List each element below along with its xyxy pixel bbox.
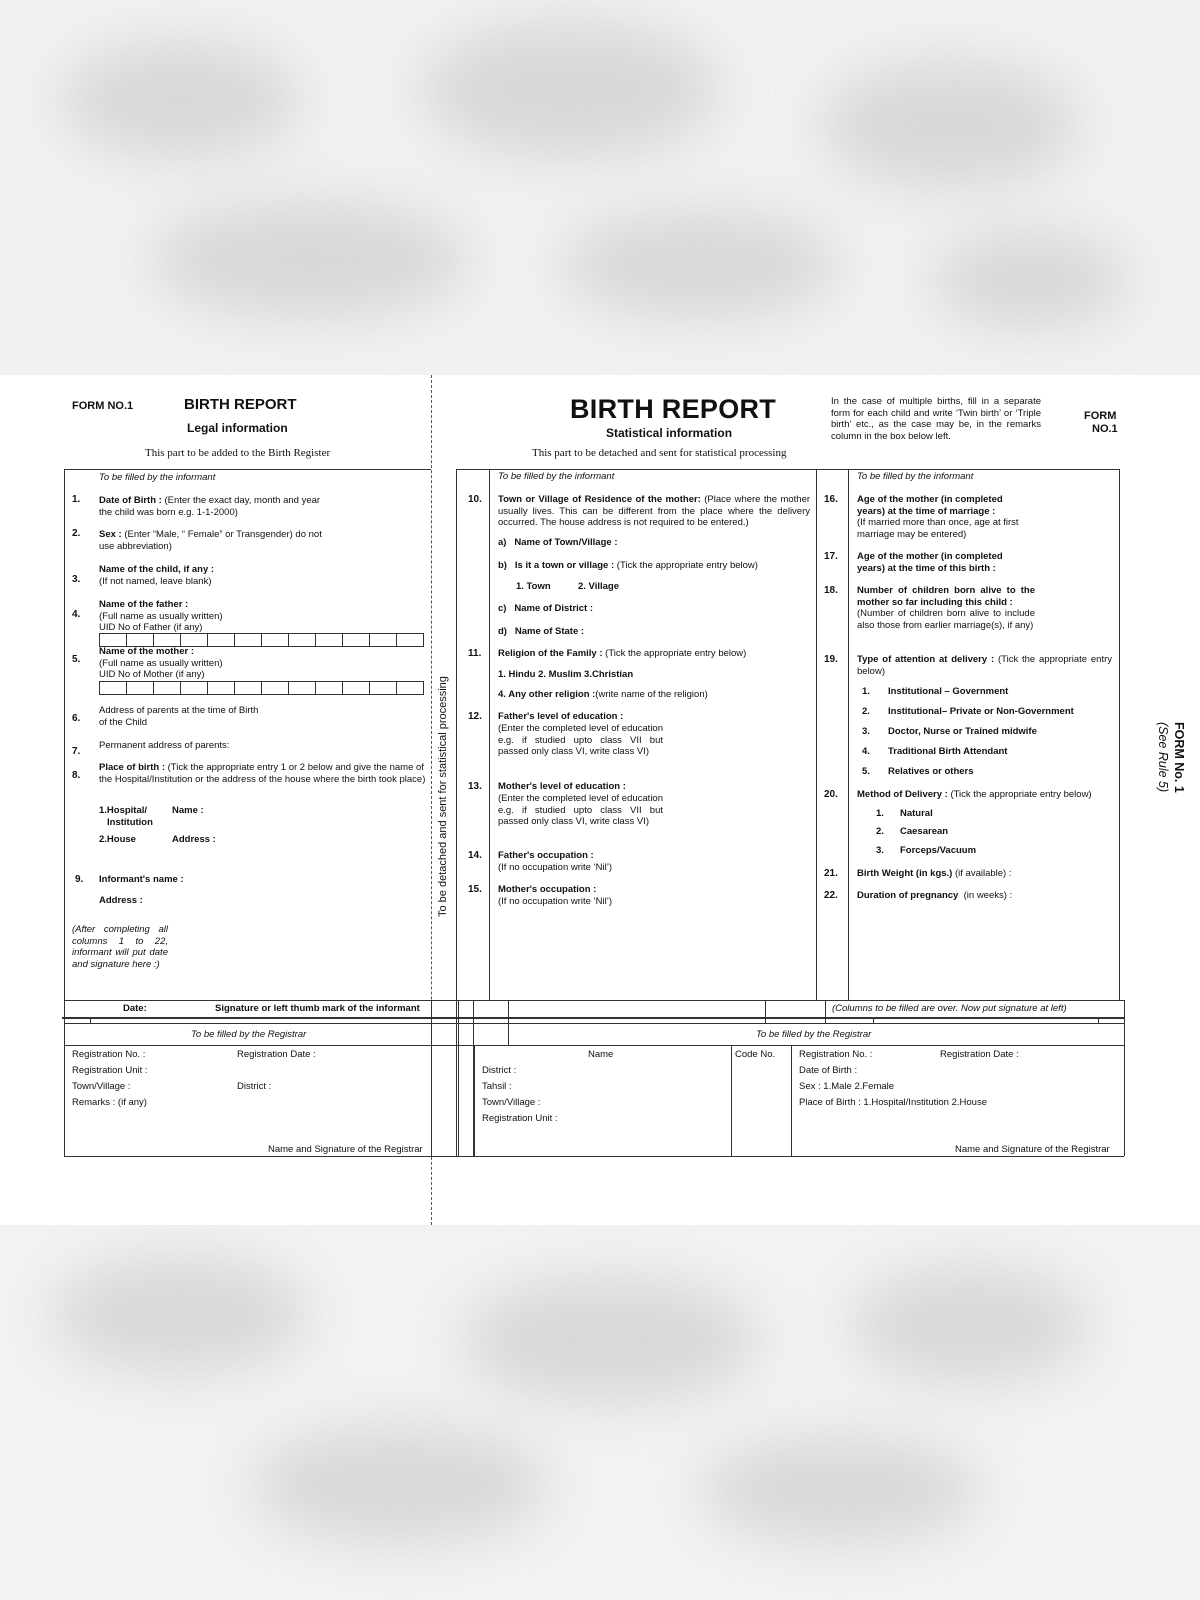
filled-by-registrar-left: To be filled by the Registrar — [191, 1029, 307, 1040]
mother-uid-boxes[interactable] — [99, 681, 424, 695]
q13-mother-education: Mother's level of education : — [498, 781, 626, 792]
date-of-birth-right: Date of Birth : — [799, 1065, 858, 1076]
option-village[interactable]: 2. Village — [578, 581, 620, 592]
remarks: Remarks : (if any) — [72, 1097, 147, 1108]
form-number: FORM NO.1 — [72, 400, 134, 412]
statistical-subtitle: Statistical information — [606, 426, 733, 440]
date-label: Date: — [123, 1003, 147, 1014]
q16-age-at-marriage: Age of the mother (in completed years) at the time of marriage : — [857, 494, 1003, 517]
q19-attention-at-delivery: Type of attention at delivery : (Tick the appropriate entry below) — [857, 654, 1113, 677]
registrar-signature-left: Name and Signature of the Registrar — [268, 1144, 423, 1155]
registration-number-left: Registration No. : — [72, 1049, 146, 1060]
statistical-part-note: This part to be detached and sent for statistical processing — [532, 447, 787, 459]
blurred-page-bottom — [0, 1225, 1200, 1600]
q12-father-education: Father's level of education : — [498, 711, 624, 722]
q17-age-at-birth: Age of the mother (in completed years) at the time of this birth : — [857, 551, 1003, 574]
registration-unit-right: Registration Unit : — [482, 1113, 558, 1124]
district-left: District : — [237, 1081, 272, 1092]
multiple-births-note: In the case of multiple births, fill in a separate form for each child and write ‘Twin birth’ or ‘Triple birth’ etc., as the case may be, in the remarks column in the box below left. — [831, 396, 1041, 442]
q6-address-at-birth: Address of parents at the time of Birth of the Child — [99, 705, 259, 728]
registration-date-left: Registration Date : — [237, 1049, 316, 1060]
legal-title: BIRTH REPORT — [184, 396, 297, 413]
filled-by-informant-left: To be filled by the informant — [99, 472, 216, 483]
filled-by-informant-middle: To be filled by the informant — [498, 471, 615, 482]
option-institutional-government[interactable]: Institutional – Government — [888, 686, 1009, 697]
q15-mother-occupation: Mother's occupation : — [498, 884, 597, 895]
registration-unit-left: Registration Unit : — [72, 1065, 148, 1076]
name-column-header: Name — [588, 1049, 614, 1060]
q11-religion: Religion of the Family : (Tick the appropriate entry below) — [498, 648, 747, 659]
tahsil: Tahsil : — [482, 1081, 512, 1092]
statistical-title: BIRTH REPORT — [570, 394, 777, 424]
father-uid-boxes[interactable] — [99, 633, 424, 647]
option-natural[interactable]: Natural — [900, 808, 933, 819]
q10-residence: Town or Village of Residence of the mother: (Place where the mother usually lives. This can be different from the place where the delivery occurred. The house address is not required to be entered.) — [498, 494, 811, 528]
filled-by-informant-right: To be filled by the informant — [857, 471, 974, 482]
columns-over-note: (Columns to be filled are over. Now put signature at left) — [832, 1003, 1067, 1014]
place-of-birth-right: Place of Birth : 1.Hospital/Institution 2.House — [799, 1097, 987, 1108]
town-village-left: Town/Village : — [72, 1081, 131, 1092]
option-traditional-attendant[interactable]: Traditional Birth Attendant — [888, 746, 1008, 757]
q1-date-of-birth: Date of Birth : (Enter the exact day, month and year the child was born e.g. 1-1-2000) — [99, 495, 321, 518]
q5-mother-name: Name of the mother : — [99, 646, 195, 657]
q7-permanent-address: Permanent address of parents: — [99, 740, 230, 751]
q3-child-name: Name of the child, if any : — [99, 564, 215, 575]
q2-sex: Sex : (Enter “Male, “ Female” or Transgender) do not use abbreviation) — [99, 529, 322, 552]
q22-pregnancy-duration: Duration of pregnancy (in weeks) : — [857, 890, 1013, 901]
q9-informant-name: Informant's name : — [99, 874, 184, 885]
option-relatives[interactable]: Relatives or others — [888, 766, 974, 777]
side-rule-label: (See Rule 5) — [1156, 722, 1170, 793]
option-forceps[interactable]: Forceps/Vacuum — [900, 845, 977, 856]
after-completing-note: (After completing all columns 1 to 22, informant will put date and signature here :) — [72, 924, 168, 970]
q8-place-of-birth: Place of birth : (Tick the appropriate entry 1 or 2 below and give the name of the Hospital/Institution or the address of the house where the birth took place) — [99, 762, 426, 785]
code-column-header: Code No. — [735, 1049, 776, 1060]
q4-father-name: Name of the father : — [99, 599, 189, 610]
q18-children-born-alive: Number of children born alive to the mother so far including this child : — [857, 585, 1035, 608]
registration-number-right: Registration No. : — [799, 1049, 873, 1060]
vertical-detach-note: To be detached and sent for statistical processing — [437, 676, 449, 917]
option-institutional-private[interactable]: Institutional– Private or Non-Government — [888, 706, 1074, 717]
form-label: FORM — [1084, 410, 1117, 422]
q14-father-occupation: Father's occupation : — [498, 850, 594, 861]
registrar-signature-right: Name and Signature of the Registrar — [955, 1144, 1110, 1155]
filled-by-registrar-right: To be filled by the Registrar — [756, 1029, 872, 1040]
side-form-label: FORM No. 1 — [1172, 722, 1186, 793]
legal-subtitle: Legal information — [187, 421, 288, 435]
option-doctor-nurse[interactable]: Doctor, Nurse or Trained midwife — [888, 726, 1037, 737]
legal-part-note: This part to be added to the Birth Register — [145, 447, 331, 459]
option-town[interactable]: 1. Town — [516, 581, 551, 592]
blurred-page-top — [0, 0, 1200, 375]
district-right: District : — [482, 1065, 517, 1076]
informant-signature-label: Signature or left thumb mark of the informant — [215, 1003, 420, 1014]
town-village-right: Town/Village : — [482, 1097, 541, 1108]
q21-birth-weight: Birth Weight (in kgs.) (if available) : — [857, 868, 1012, 879]
sex-right: Sex : 1.Male 2.Female — [799, 1081, 895, 1092]
option-caesarean[interactable]: Caesarean — [900, 826, 949, 837]
registration-date-right: Registration Date : — [940, 1049, 1019, 1060]
q20-method-of-delivery: Method of Delivery : (Tick the appropriate entry below) — [857, 789, 1092, 800]
form-number-right: NO.1 — [1092, 423, 1118, 435]
